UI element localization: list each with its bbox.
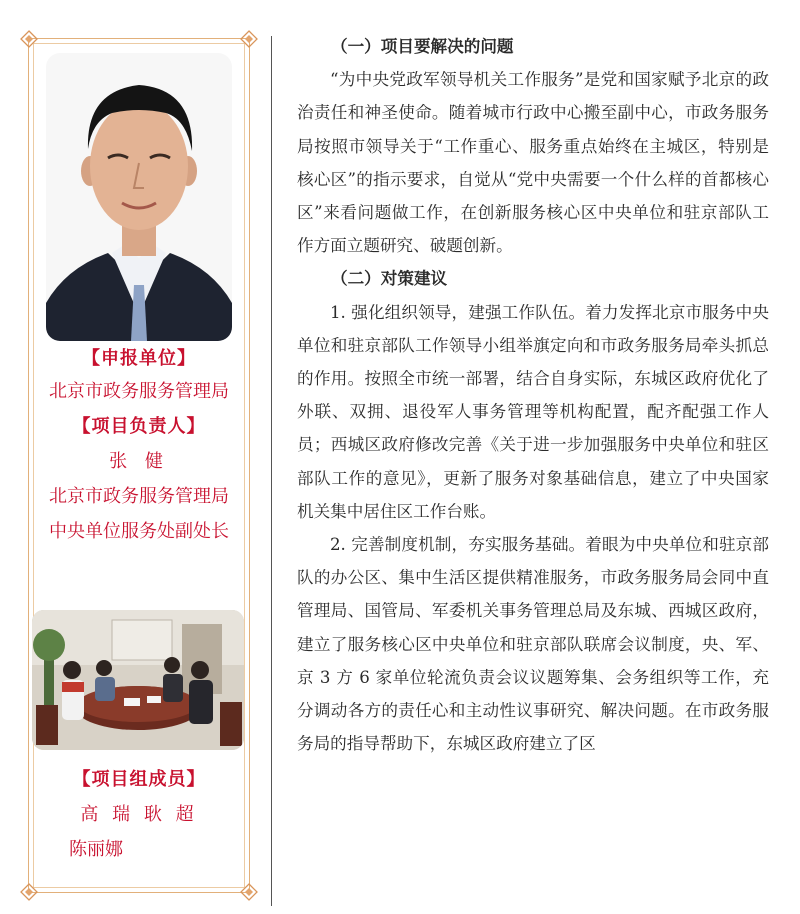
section-heading-countermeasures: （二）对策建议 [331,269,448,289]
paragraph-countermeasure-2: 2. 完善制度机制，夯实服务基础。着眼为中央单位和驻京部队的办公区、集中生活区提供精准服务，市政务服务局会同中直管理局、国管局、军委机关事务管理总局及东城、西城区政府，建立了服务核心区中央单位和驻京部队联席会议制度，央、军、京 3 方 6 家单位轮流负责会议议题筹集、会务组织等工作，充分调动各方的责任心和主动性议事研究、解决问题。在市政务服务局的指导帮助下，东城区政府建立了区 [297,535,769,754]
project-leader-label: 【项目负责人】 [72,416,206,437]
project-members-line-1: 高 瑞 耿 超 [80,804,198,825]
article-body [297,30,769,760]
project-leader-name: 张 健 [109,451,169,472]
declaring-unit-name: 北京市政务服务管理局 [49,381,229,402]
section-heading-problem: （一）项目要解决的问题 [331,37,514,56]
corner-ornament-icon [20,30,38,48]
column-divider [271,36,272,906]
paragraph-problem: “为中央党政军领导机关工作服务”是党和国家赋予北京的政治责任和神圣使命。随着城市行政中心搬至副中心，市政务服务局按照市领导关于“工作重心、服务重点始终在主城区，特别是核心区”的指示要求，自觉从“党中央需要一个什么样的首都核心区”来看问题做工作，在创新服务核心区中央单位和驻京部队工作方面立题研究、破题创新。 [297,70,769,256]
project-members-label: 【项目组成员】 [72,769,206,790]
declaring-unit-label: 【申报单位】 [82,348,196,369]
project-team-meeting-photo [32,610,244,750]
paragraph-countermeasure-1: 1. 强化组织领导，建强工作队伍。着力发挥北京市服务中央单位和驻京部队工作领导小组举旗定向和市政务服务局牵头抓总的作用。按照全市统一部署，结合自身实际，东城区政府优化了外联、双拥、退役军人事务管理等机构配置，配齐配强工作人员；西城区政府修改完善《关于进一步加强服务中央单位和驻区部队工作的意见》，更新了服务对象基础信息，建立了中央国家机关集中居住区工作台账。 [297,302,769,521]
project-leader-organization: 北京市政务服务管理局 [49,486,229,507]
project-leader-title: 中央单位服务处副处长 [49,521,229,542]
project-members-line-2: 陈丽娜 [69,839,123,860]
project-info-sidebar [28,38,250,893]
leader-portrait-photo [46,53,232,341]
corner-ornament-icon [20,883,38,901]
corner-ornament-icon [240,883,258,901]
corner-ornament-icon [240,30,258,48]
